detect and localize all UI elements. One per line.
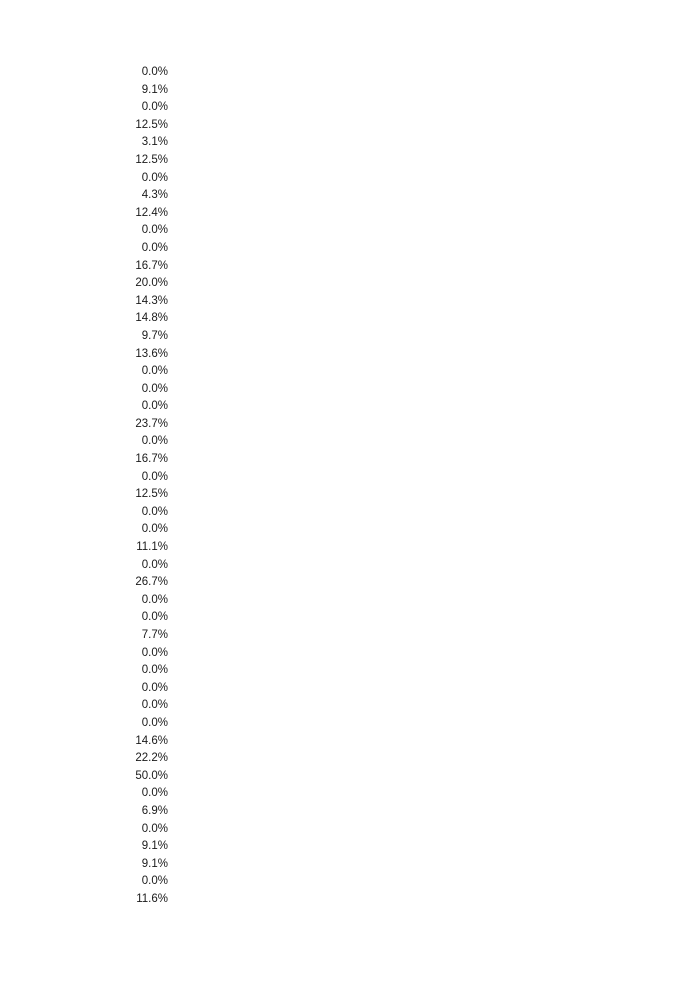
percentage-value-cell: 14.8% — [135, 312, 168, 325]
percentage-value-cell: 11.1% — [136, 541, 168, 554]
percentage-value-cell: 0.0% — [141, 875, 168, 888]
percentage-value-cell: 9.1% — [141, 840, 168, 853]
percentage-value-column — [110, 64, 168, 909]
percentage-value-cell: 0.0% — [141, 681, 168, 694]
percentage-value-cell: 9.1% — [141, 857, 168, 870]
percentage-value-cell: 16.7% — [135, 453, 168, 466]
percentage-value-cell: 9.1% — [141, 83, 168, 96]
percentage-value-cell: 0.0% — [141, 470, 168, 483]
percentage-value-cell: 0.0% — [141, 523, 168, 536]
percentage-value-cell: 50.0% — [135, 769, 168, 782]
percentage-value-cell: 11.6% — [136, 892, 168, 905]
percentage-value-cell: 26.7% — [135, 576, 168, 589]
percentage-value-cell: 0.0% — [141, 699, 168, 712]
percentage-value-cell: 23.7% — [135, 417, 168, 430]
percentage-value-cell: 0.0% — [141, 716, 168, 729]
percentage-value-cell: 0.0% — [141, 400, 168, 413]
percentage-value-cell: 0.0% — [141, 505, 168, 518]
percentage-value-cell: 0.0% — [141, 787, 168, 800]
percentage-value-cell: 0.0% — [141, 171, 168, 184]
percentage-value-cell: 0.0% — [141, 646, 168, 659]
percentage-value-cell: 20.0% — [135, 277, 168, 290]
percentage-value-cell: 14.3% — [135, 294, 168, 307]
percentage-value-cell: 22.2% — [135, 752, 168, 765]
percentage-value-cell: 0.0% — [141, 435, 168, 448]
percentage-value-cell: 3.1% — [141, 136, 168, 149]
percentage-value-cell: 12.5% — [135, 488, 168, 501]
percentage-value-cell: 0.0% — [141, 558, 168, 571]
percentage-value-cell: 0.0% — [141, 593, 168, 606]
percentage-value-cell: 6.9% — [141, 804, 168, 817]
percentage-value-cell: 0.0% — [141, 365, 168, 378]
percentage-value-cell: 0.0% — [141, 822, 168, 835]
percentage-value-cell: 4.3% — [141, 189, 168, 202]
percentage-value-cell: 0.0% — [141, 241, 168, 254]
percentage-value-cell: 12.5% — [135, 118, 168, 131]
percentage-value-cell: 14.6% — [135, 734, 168, 747]
percentage-value-cell: 13.6% — [135, 347, 168, 360]
percentage-value-cell: 9.7% — [141, 329, 168, 342]
percentage-value-cell: 12.4% — [135, 206, 168, 219]
percentage-value-cell: 0.0% — [141, 101, 168, 114]
percentage-value-cell: 12.5% — [135, 153, 168, 166]
percentage-value-cell: 0.0% — [141, 664, 168, 677]
percentage-value-cell: 0.0% — [141, 224, 168, 237]
percentage-value-cell: 7.7% — [141, 629, 168, 641]
percentage-value-cell: 16.7% — [135, 259, 168, 272]
percentage-value-cell: 0.0% — [141, 66, 168, 78]
percentage-value-cell: 0.0% — [141, 382, 168, 395]
percentage-value-cell: 0.0% — [141, 611, 168, 624]
